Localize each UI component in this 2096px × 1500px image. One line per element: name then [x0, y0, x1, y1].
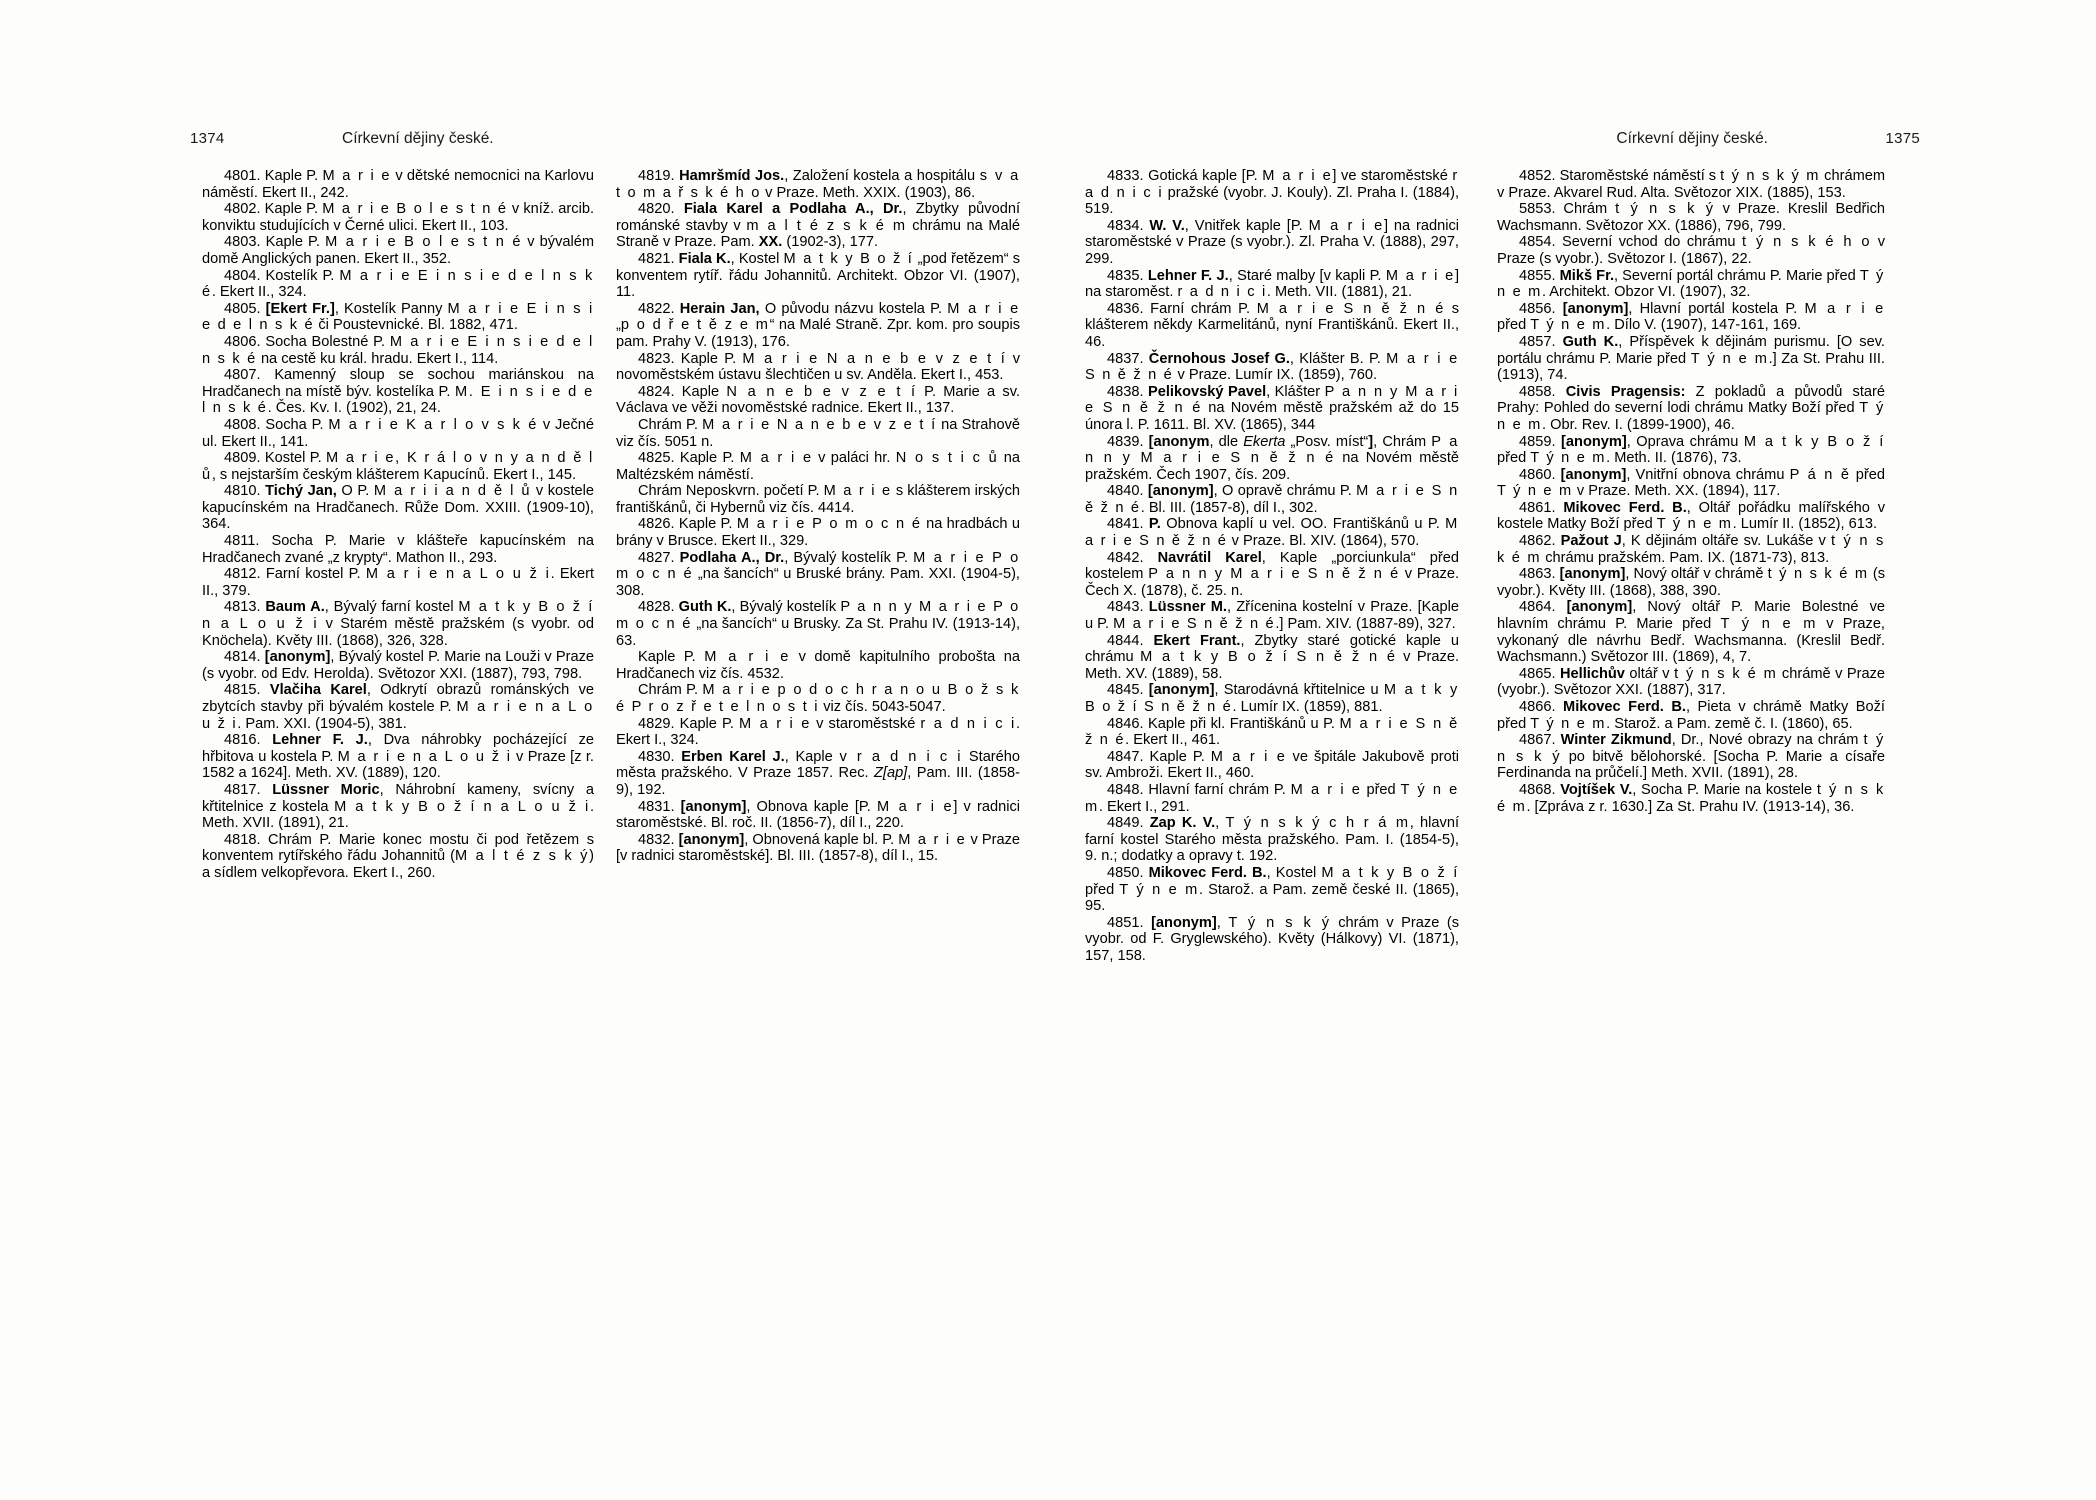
bibliography-entry: 4804. Kostelík P. M a r i e E i n s i e d e l n s k é. Ekert II., 324. — [202, 267, 594, 301]
bibliography-entry: 4863. [anonym], Nový oltář v chrámě t ý n s k é m (s vyobr.). Květy III. (1868), 388, 390. — [1497, 566, 1885, 599]
bibliography-entry: 4819. Hamršmíd Jos., Založení kostela a hospitálu s v a t o m a ř s k é h o v Praze. Meth. XXIX. (1903), 86. — [616, 168, 1020, 201]
right-page — [1055, 130, 1920, 1268]
bibliography-entry: 4850. Mikovec Ferd. B., Kostel M a t k y B o ž í před T ý n e m. Starož. a Pam. země české II. (1865), 95. — [1085, 864, 1459, 915]
book-spread — [190, 130, 1920, 1268]
bibliography-entry: 4838. Pelikovský Pavel, Klášter P a n n y M a r i e S n ě ž n é na Novém městě pražském až do 15 února l. P. 1611. Bl. XV. (1865), 344 — [1085, 383, 1459, 433]
right-columns — [1055, 168, 1920, 1238]
bibliography-entry: 4813. Baum A., Bývalý farní kostel M a t k y B o ž í n a L o u ž i v Starém městě pražském (s vyobr. od Knöchela). Květy III. (1868), 326, 328. — [202, 599, 594, 649]
bibliography-entry: 4842. Navrátil Karel, Kaple „porciunkula“ před kostelem P a n n y M a r i e S n ě ž n é v Praze. Čech X. (1878), č. 25. n. — [1085, 549, 1460, 599]
bibliography-entry: 4847. Kaple P. M a r i e ve špitále Jakubově proti sv. Ambroži. Ekert II., 460. — [1085, 748, 1459, 782]
bibliography-entry: 4820. Fiala Karel a Podlaha A., Dr., Zbytky původní románské stavby v m a l t é z s k é m chrámu na Malé Straně v Praze. Pam. XX. (1902-3), 177. — [616, 201, 1021, 251]
bibliography-entry: 4844. Ekert Frant., Zbytky staré gotické kaple u chrámu M a t k y B o ž í S n ě ž n é v Praze. Meth. XV. (1889), 58. — [1085, 632, 1460, 682]
bibliography-entry: 4826. Kaple P. M a r i e P o m o c n é na hradbách u brány v Brusce. Ekert II., 329. — [616, 516, 1020, 550]
bibliography-entry: 4828. Guth K., Bývalý kostelík P a n n y M a r i e P o m o c n é „na šancích“ u Brusky. Za St. Prahu IV. (1913-14), 63. — [616, 599, 1020, 649]
bibliography-entry: 4857. Guth K., Příspěvek k dějinám purismu. [O sev. portálu chrámu P. Marie před T ý n e m.] Za St. Prahu III. (1913), 74. — [1497, 333, 1885, 384]
bibliography-entry: 4867. Winter Zikmund, Dr., Nové obrazy na chrám t ý n s k ý po bitvě bělohorské. [Socha P. Marie a císaře Ferdinanda na průčelí.] Meth. XVII. (1891), 28. — [1497, 732, 1885, 782]
bibliography-entry: 4851. [anonym], T ý n s k ý chrám v Praze (s vyobr. od F. Gryglewského). Květy (Hálkovy) VI. (1871), 157, 158. — [1085, 914, 1460, 964]
bibliography-entry: 4808. Socha P. M a r i e K a r l o v s k é v Ječné ul. Ekert II., 141. — [202, 416, 594, 450]
bibliography-entry: 4802. Kaple P. M a r i e B o l e s t n é v kníž. arcib. konviktu studujících v Černé ulici. Ekert II., 103. — [202, 201, 594, 234]
bibliography-entry: 4832. [anonym], Obnovená kaple bl. P. M a r i e v Praze [v radnici staroměstské]. Bl. III. (1857-8), díl I., 15. — [616, 831, 1021, 865]
right-running-head — [1055, 130, 1920, 150]
bibliography-entry: 4821. Fiala K., Kostel M a t k y B o ž í „pod řetězem“ s konventem rytíř. řádu Johannitů. Architekt. Obzor VI. (1907), 11. — [616, 250, 1021, 301]
left-folio-number: 1374 — [190, 130, 225, 147]
bibliography-entry: 4801. Kaple P. M a r i e v dětské nemocnici na Karlovu náměstí. Ekert II., 242. — [202, 168, 594, 201]
bibliography-entry: 4846. Kaple při kl. Františkánů u P. M a r i e S n ě ž n é. Ekert II., 461. — [1085, 715, 1459, 749]
bibliography-cross-reference: Chrám P. M a r i e N a n e b e v z e t í na Strahově viz čís. 5051 n. — [616, 416, 1020, 450]
left-column-2 — [616, 168, 1020, 1238]
bibliography-entry: 4835. Lehner F. J., Staré malby [v kapli P. M a r i e] na staroměst. r a d n i c i. Meth. VII. (1881), 21. — [1085, 267, 1460, 301]
bibliography-entry: 4848. Hlavní farní chrám P. M a r i e před T ý n e m. Ekert I., 291. — [1085, 781, 1459, 815]
bibliography-entry: 4830. Erben Karel J., Kaple v r a d n i c i Starého města pražského. V Praze 1857. Rec. Z[ap], Pam. III. (1858-9), 192. — [616, 748, 1021, 798]
bibliography-entry: 4822. Herain Jan, O původu názvu kostela P. M a r i e „p o d ř e t ě z e m“ na Malé Straně. Zpr. kom. pro soupis pam. Prahy V. (1913), 176. — [616, 300, 1021, 350]
left-running-title: Církevní dějiny české. — [342, 130, 494, 147]
bibliography-entry: 4829. Kaple P. M a r i e v staroměstské r a d n i c i. Ekert I., 324. — [616, 715, 1020, 749]
bibliography-entry: 4816. Lehner F. J., Dva náhrobky pocházející ze hřbitova u kostela P. M a r i e n a L o u ž i v Praze [z r. 1582 a 1624]. Meth. XV. (1889), 120. — [202, 732, 595, 782]
right-running-title: Církevní dějiny české. — [1616, 130, 1768, 147]
bibliography-cross-reference: Chrám Neposkvrn. početí P. M a r i e s klášterem irských františkánů, či Hybernů viz čís. 4414. — [616, 483, 1021, 516]
bibliography-entry: 4862. Pažout J, K dějinám oltáře sv. Lukáše v t ý n s k é m chrámu pražském. Pam. IX. (1871-73), 813. — [1497, 533, 1885, 566]
left-running-head — [190, 130, 1055, 150]
bibliography-entry: 4805. [Ekert Fr.], Kostelík Panny M a r i e E i n s i e d e l n s k é či Poustevnické. Bl. 1882, 471. — [202, 300, 594, 334]
bibliography-entry: 4855. Mikš Fr., Severní portál chrámu P. Marie před T ý n e m. Architekt. Obzor VI. (1907), 32. — [1497, 267, 1885, 301]
bibliography-entry: 4836. Farní chrám P. M a r i e S n ě ž n é s klášterem někdy Karmelitánů, nyní Františkánů. Ekert II., 46. — [1085, 300, 1459, 350]
bibliography-entry: 4868. Vojtíšek V., Socha P. Marie na kostele t ý n s k é m. [Zpráva z r. 1630.] Za St. Prahu IV. (1913-14), 36. — [1497, 781, 1885, 815]
bibliography-entry: 4812. Farní kostel P. M a r i e n a L o u ž i. Ekert II., 379. — [202, 566, 594, 599]
bibliography-entry: 4849. Zap K. V., T ý n s k ý c h r á m, hlavní farní kostel Starého města pražského. Pam. I. (1854-5), 9. n.; dodatky a opravy t. 192. — [1085, 815, 1459, 865]
bibliography-entry: 4824. Kaple N a n e b e v z e t í P. Marie a sv. Václava ve věži novoměstské radnice. Ekert II., 137. — [616, 383, 1020, 417]
bibliography-entry: 4809. Kostel P. M a r i e, K r á l o v n y a n d ě l ů, s nejstarším českým klášterem Kapucínů. Ekert I., 145. — [202, 450, 594, 483]
bibliography-entry: 4840. [anonym], O opravě chrámu P. M a r i e S n ě ž n é. Bl. III. (1857-8), díl I., 302. — [1085, 483, 1459, 516]
right-column-1 — [1055, 168, 1459, 1238]
bibliography-entry: 4843. Lüssner M., Zřícenina kostelní v Praze. [Kaple u P. M a r i e S n ě ž n é.] Pam. XIV. (1887-89), 327. — [1085, 599, 1460, 633]
bibliography-entry: 4803. Kaple P. M a r i e B o l e s t n é v bývalém domě Anglických panen. Ekert II., 352. — [202, 234, 594, 267]
bibliography-entry: 4865. Hellichův oltář v t ý n s k é m chrámě v Praze (vyobr.). Světozor XXI. (1887), 317. — [1497, 665, 1885, 699]
bibliography-entry: 4864. [anonym], Nový oltář P. Marie Bolestné ve hlavním chrámu P. Marie před T ý n e m v Praze, vykonaný dle návrhu Bedř. Wachsmanna. (Kreslil Bedř. Wachsmann.) Světozor III. (1869), 4, 7. — [1497, 599, 1885, 666]
bibliography-entry: 4860. [anonym], Vnitřní obnova chrámu P á n ě před T ý n e m v Praze. Meth. XX. (1894), 117. — [1497, 466, 1886, 500]
bibliography-entry: 4817. Lüssner Moric, Náhrobní kameny, svícny a křtitelnice z kostela M a t k y B o ž í n a L o u ž i. Meth. XVII. (1891), 21. — [202, 781, 595, 832]
bibliography-entry: 4837. Černohous Josef G., Klášter B. P. M a r i e S n ě ž n é v Praze. Lumír IX. (1859), 760. — [1085, 350, 1460, 384]
bibliography-entry: 4831. [anonym], Obnova kaple [P. M a r i e] v radnici staroměstské. Bl. roč. II. (1856-7), díl I., 220. — [616, 798, 1020, 832]
bibliography-entry: 4825. Kaple P. M a r i e v paláci hr. N o s t i c ů na Maltézském náměstí. — [616, 450, 1020, 483]
bibliography-entry: 4841. P. Obnova kaplí u vel. OO. Františkánů u P. M a r i e S n ě ž n é v Praze. Bl. XIV. (1864), 570. — [1085, 516, 1459, 550]
bibliography-entry: 4811. Socha P. Marie v klášteře kapucínském na Hradčanech zvané „z krypty“. Mathon II., 293. — [202, 533, 594, 566]
bibliography-entry: 5853. Chrám t ý n s k ý v Praze. Kreslil Bedřich Wachsmann. Světozor XX. (1886), 796, 799. — [1497, 201, 1885, 234]
bibliography-entry: 4861. Mikovec Ferd. B., Oltář pořádku malířského v kostele Matky Boží před T ý n e m. Lumír II. (1852), 613. — [1497, 499, 1885, 533]
bibliography-entry: 4866. Mikovec Ferd. B., Pieta v chrámě Matky Boží před T ý n e m. Starož. a Pam. země č. I. (1860), 65. — [1497, 699, 1885, 732]
bibliography-entry: 4839. [anonym, dle Ekerta „Posv. míst“], Chrám P a n n y M a r i e S n ě ž n é na Novém městě pražském. Čech 1907, čís. 209. — [1085, 433, 1460, 483]
bibliography-entry: 4833. Gotická kaple [P. M a r i e] ve staroměstské r a d n i c i pražské (vyobr. J. Kouly). Zl. Praha I. (1884), 519. — [1085, 168, 1460, 218]
bibliography-entry: 4845. [anonym], Starodávná křtitelnice u M a t k y B o ž í S n ě ž n é. Lumír IX. (1859), 881. — [1085, 682, 1460, 715]
bibliography-cross-reference: Chrám P. M a r i e p o d o c h r a n o u B o ž s k é P r o z ř e t e l n o s t i viz čís. 5043-5047. — [616, 682, 1020, 715]
right-column-2 — [1481, 168, 1885, 1238]
bibliography-entry: 4814. [anonym], Bývalý kostel P. Marie na Louži v Praze (s vyobr. od Edv. Heroldа). Světozor XXI. (1887), 793, 798. — [202, 649, 594, 682]
bibliography-entry: 4827. Podlaha A., Dr., Bývalý kostelík P. M a r i e P o m o c n é „na šancích“ u Bruské brány. Pam. XXI. (1904-5), 308. — [616, 549, 1020, 599]
bibliography-entry: 4815. Vlačiha Karel, Odkrytí obrazů románských ve zbytcích stavby při bývalém kostele P. M a r i e n a L o u ž i. Pam. XXI. (1904-5), 381. — [202, 682, 595, 732]
bibliography-entry: 4854. Severní vchod do chrámu t ý n s k é h o v Praze (s vyobr.). Světozor I. (1867), 22. — [1497, 234, 1886, 267]
bibliography-entry: 4818. Chrám P. Marie konec mostu či pod řetězem s konventem rytířského řádu Johannitů (M a l t é z s k ý) a sídlem velkopřevora. Ekert I., 260. — [202, 831, 594, 881]
bibliography-entry: 4806. Socha Bolestné P. M a r i e E i n s i e d e l n s k é na cestě ku král. hradu. Ekert I., 114. — [202, 333, 594, 367]
left-columns — [190, 168, 1055, 1238]
left-page — [190, 130, 1055, 1268]
bibliography-entry: 4834. W. V., Vnitřek kaple [P. M a r i e] na radnici staroměstské v Praze (s vyobr.). Zl. Praha V. (1888), 297, 299. — [1085, 217, 1459, 267]
bibliography-cross-reference: Kaple P. M a r i e v domě kapitulního probošta na Hradčanech viz čís. 4532. — [616, 649, 1020, 682]
bibliography-entry: 4858. Civis Pragensis: Z pokladů a původů staré Prahy: Pohled do severní lodi chrámu Matky Boží před T ý n e m. Obr. Rev. I. (1899-1900), 46. — [1497, 383, 1885, 433]
left-column-1 — [190, 168, 594, 1238]
bibliography-entry: 4807. Kamenný sloup se sochou mariánskou na Hradčanech na místě býv. kostelíka P. M. E i n s i e d e l n s k é. Čes. Kv. I. (1902), 21, 24. — [202, 367, 595, 417]
right-folio-number: 1375 — [1885, 130, 1920, 147]
bibliography-entry: 4810. Tichý Jan, O P. M a r i i a n d ě l ů v kostele kapucínském na Hradčanech. Růže Dom. XXIII. (1909-10), 364. — [202, 483, 595, 533]
bibliography-entry: 4859. [anonym], Oprava chrámu M a t k y B o ž í před T ý n e m. Meth. II. (1876), 73. — [1497, 433, 1885, 467]
bibliography-entry: 4823. Kaple P. M a r i e N a n e b e v z e t í v novoměstském ústavu šlechtičen u sv. Anděla. Ekert I., 453. — [616, 350, 1020, 384]
bibliography-entry: 4852. Staroměstské náměstí s t ý n s k ý m chrámem v Praze. Akvarel Rud. Alta. Světozor XIX. (1885), 153. — [1497, 168, 1885, 201]
bibliography-entry: 4856. [anonym], Hlavní portál kostela P. M a r i e před T ý n e m. Dílo V. (1907), 147-161, 169. — [1497, 300, 1885, 334]
